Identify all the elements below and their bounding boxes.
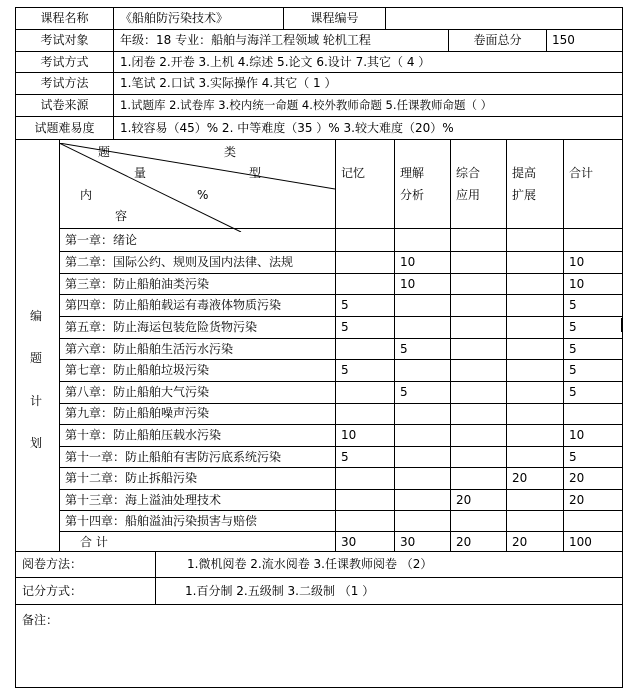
exam-target-value: 年级：18 专业：船舶与海洋工程领域 轮机工程	[120, 33, 371, 47]
exam-method-label: 考试方法	[40, 76, 89, 90]
cell-total: 20	[569, 471, 585, 485]
diag-ti: 题	[98, 145, 111, 159]
table-row-chapter: 第十二章：防止拆船污染	[65, 471, 198, 485]
cell-total: 5	[569, 298, 577, 312]
grading-method-value: 1.微机阅卷 2.流水阅卷 3.任课教师阅卷 （2）	[187, 557, 433, 571]
table-row-chapter: 第八章：防止船舶大气污染	[65, 385, 210, 399]
cell-memory: 5	[341, 298, 349, 312]
table-row-chapter: 第十四章：船舶溢油污染损害与赔偿	[65, 514, 258, 528]
total-row-label: 合 计	[80, 535, 108, 549]
cell-total: 5	[569, 320, 577, 334]
total-understand: 30	[400, 535, 416, 549]
paper-source-value: 1.试题库 2.试卷库 3.校内统一命题 4.校外教师命题 5.任课教师命题（ ）	[120, 98, 493, 112]
cell-understand: 10	[400, 255, 416, 269]
remark-label: 备注：	[22, 613, 59, 627]
cell-total: 10	[569, 428, 585, 442]
diag-nei: 内	[80, 188, 93, 202]
cell-memory: 10	[341, 428, 357, 442]
course-code-label: 课程编号	[310, 11, 359, 25]
cell-memory: 5	[341, 450, 349, 464]
col-apply-2: 应用	[456, 188, 481, 202]
exam-method-value: 1.笔试 2.口试 3.实际操作 4.其它（ 1 ）	[120, 76, 337, 90]
table-row-chapter: 第一章：绪论	[65, 233, 138, 247]
total-total: 100	[569, 535, 592, 549]
exam-target-label: 考试对象	[40, 33, 89, 47]
cell-total: 5	[569, 342, 577, 356]
col-apply-1: 综合	[456, 166, 481, 180]
table-row-chapter: 第九章：防止船舶噪声污染	[65, 406, 210, 420]
grading-method-label: 阅卷方法：	[22, 557, 83, 571]
cell-total: 5	[569, 363, 577, 377]
total-memory: 30	[341, 535, 357, 549]
total-apply: 20	[456, 535, 472, 549]
cell-apply: 20	[456, 493, 472, 507]
diag-xing: 型	[249, 166, 262, 180]
diag-lei: 类	[224, 145, 237, 159]
cell-total: 10	[569, 255, 585, 269]
table-row-chapter: 第四章：防止船舶载运有毒液体物质污染	[65, 298, 282, 312]
table-row-chapter: 第五章：防止海运包装危险货物污染	[65, 320, 258, 334]
table-row-chapter: 第七章：防止船舶垃圾污染	[65, 363, 210, 377]
side-label-hua: 划	[30, 436, 43, 450]
col-extend-2: 扩展	[512, 188, 537, 202]
course-name-value: 《船舶防污染技术》	[120, 11, 229, 25]
side-label-bian: 编	[30, 309, 43, 323]
course-name-label: 课程名称	[40, 11, 89, 25]
paper-source-label: 试卷来源	[40, 98, 89, 112]
cell-total: 5	[569, 450, 577, 464]
difficulty-value: 1.较容易（45）% 2. 中等难度（35 ）% 3.较大难度（20）%	[120, 121, 454, 135]
table-row-chapter: 第十三章：海上溢油处理技术	[65, 493, 222, 507]
cell-understand: 5	[400, 342, 408, 356]
side-label-ji: 计	[30, 394, 43, 408]
cell-understand: 10	[400, 277, 416, 291]
scoring-method-label: 记分方式：	[22, 584, 83, 598]
difficulty-label: 试题难易度	[34, 121, 95, 135]
col-understand-1: 理解	[400, 166, 425, 180]
col-extend-1: 提高	[512, 166, 537, 180]
cell-understand: 5	[400, 385, 408, 399]
side-label-ti: 题	[30, 351, 43, 365]
cell-extend: 20	[512, 471, 528, 485]
table-row-chapter: 第十一章：防止船舶有害防污底系统污染	[65, 450, 282, 464]
total-score-label: 卷面总分	[473, 33, 522, 47]
table-row-chapter: 第六章：防止船舶生活污水污染	[65, 342, 234, 356]
table-row-chapter: 第十章：防止船舶压载水污染	[65, 428, 222, 442]
cell-total: 20	[569, 493, 585, 507]
exam-mode-label: 考试方式	[40, 55, 89, 69]
cell-total: 5	[569, 385, 577, 399]
total-score-value: 150	[552, 33, 575, 47]
scoring-method-value: 1.百分制 2.五级制 3.二级制 （1 ）	[185, 584, 375, 598]
cell-total: 10	[569, 277, 585, 291]
col-memory: 记忆	[341, 166, 366, 180]
col-understand-2: 分析	[400, 188, 425, 202]
table-row-chapter: 第二章：国际公约、规则及国内法律、法规	[65, 255, 294, 269]
diag-rong: 容	[115, 209, 128, 223]
diag-pct: %	[197, 188, 209, 202]
text-cursor	[621, 318, 622, 332]
cell-memory: 5	[341, 363, 349, 377]
cell-memory: 5	[341, 320, 349, 334]
diag-liang: 量	[134, 166, 147, 180]
col-total: 合计	[569, 166, 594, 180]
table-row-chapter: 第三章：防止船舶油类污染	[65, 277, 210, 291]
total-extend: 20	[512, 535, 528, 549]
exam-mode-value: 1.闭卷 2.开卷 3.上机 4.综述 5.论文 6.设计 7.其它（ 4 ）	[120, 55, 431, 69]
